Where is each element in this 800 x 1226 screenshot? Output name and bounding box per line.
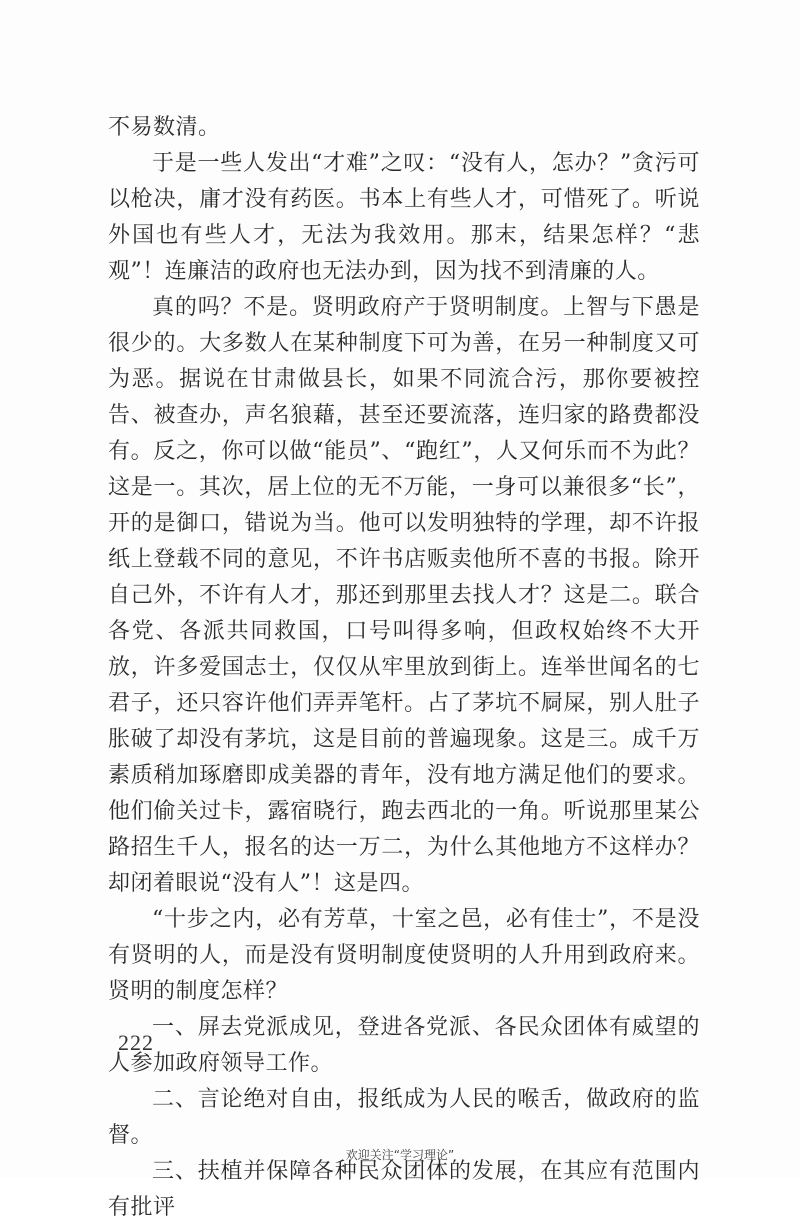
paragraph: 二、言论绝对自由，报纸成为人民的喉舌，做政府的监督。 bbox=[108, 1087, 700, 1148]
paragraph: 一、屏去党派成见，登进各党派、各民众团体有威望的人参加政府领导工作。 bbox=[108, 1015, 700, 1076]
footer-note: 欢迎关注“学习理论” bbox=[345, 1148, 455, 1162]
paragraph: 三、扶植并保障各种民众团体的发展，在其应有范围内有批评 bbox=[108, 1159, 700, 1220]
body-text bbox=[108, 110, 700, 1226]
paragraph: 不易数清。 bbox=[108, 115, 221, 140]
paragraph: 于是一些人发出“才难”之叹：“没有人，怎办？”贪污可以枪决，庸才没有药医。书本上有些人才，可惜死了。听说外国也有些人才，无法为我效用。那末，结果怎样？“悲观”！连廉洁的政府也无法办到，因为找不到清廉的人。 bbox=[108, 151, 700, 284]
page-number: 222 bbox=[118, 1030, 154, 1055]
paragraph: 真的吗？不是。贤明政府产于贤明制度。上智与下愚是很少的。大多数人在某种制度下可为善，在另一种制度又可为恶。据说在甘肃做县长，如果不同流合污，那你要被控告、被查办，声名狼藉，甚至还要流落，连归家的路费都没有。反之，你可以做“能员”、“跑红”，人又何乐而不为此？这是一。其次，居上位的无不万能，一身可以兼很多“长”，开的是御口，错说为当。他可以发明独特的学理，却不许报纸上登载不同的意见，不许书店贩卖他所不喜的书报。除开自己外，不许有人才，那还到那里去找人才？这是二。联合各党、各派共同救国，口号叫得多响，但政权始终不大开放，许多爱国志士，仅仅从牢里放到街上。连举世闻名的七君子，还只容许他们弄弄笔杆。占了茅坑不屙屎，别人肚子胀破了却没有茅坑，这是目前的普遍现象。这是三。成千万素质稍加琢磨即成美器的青年，没有地方满足他们的要求。他们偷关过卡，露宿晓行，跑去西北的一角。听说那里某公路招生千人，报名的达一万二，为什么其他地方不这样办？却闭着眼说“没有人”！这是四。 bbox=[108, 295, 700, 896]
paragraph: “十步之内，必有芳草，十室之邑，必有佳士”，不是没有贤明的人，而是没有贤明制度使贤明的人升用到政府来。贤明的制度怎样？ bbox=[108, 907, 700, 1004]
